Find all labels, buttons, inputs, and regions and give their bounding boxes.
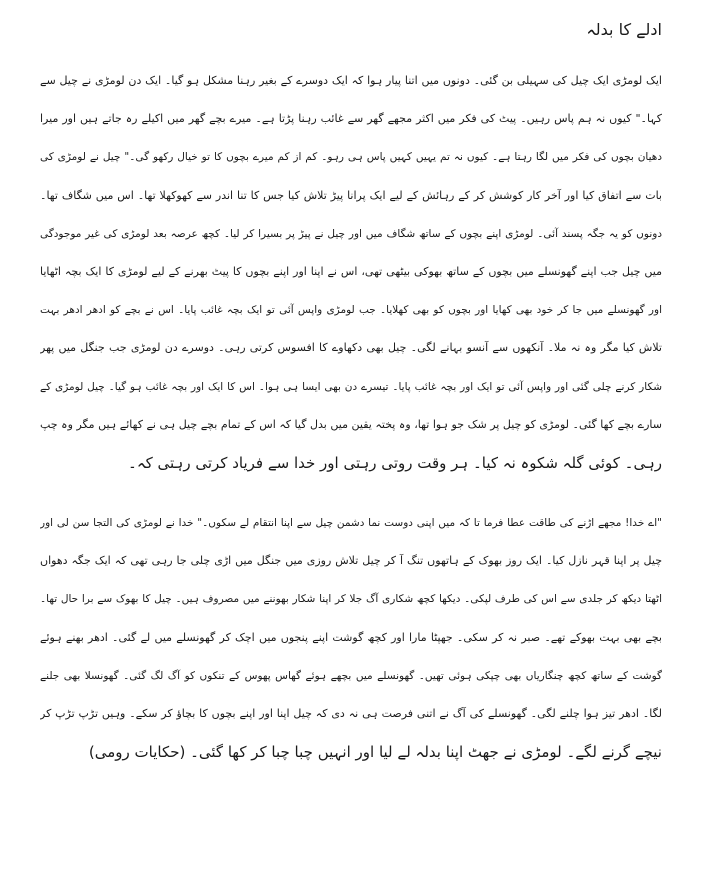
text-line: ایک لومڑی ایک چیل کی سہیلی بن گئی۔ دونوں میں اتنا پیار ہوا کہ ایک دوسرے کے بغیر رہنا مشکل ہو گیا۔ ایک دن لومڑی نے چیل سے bbox=[40, 74, 662, 87]
text-line: نیچے گرنے لگے۔ لومڑی نے جھٹ اپنا بدلہ لے لیا اور انہیں چبا چبا کر کھا گئی۔ (حکایات رومی) bbox=[88, 743, 662, 762]
text-line: دھیان بچوں کی فکر میں لگا رہتا ہے۔ کیوں نہ تم یہیں کہیں پاس ہی رہو۔ کم از کم میرے بچوں کا تو خیال رکھو گی۔" چیل نے لومڑی کی bbox=[40, 151, 662, 164]
text-line: سارے بچے کھا گئی۔ لومڑی کو چیل پر شک جو ہوا تھا، وہ پختہ یقین میں بدل گیا کہ اس کے تمام بچے چیل ہی نے کھائے ہیں مگر وہ چپ bbox=[40, 417, 662, 431]
text-line: شکار کرنے چلی گئی اور واپس آئی تو ایک اور بچہ غائب پایا۔ تیسرے دن بھی ایسا ہی ہوا۔ اس کا ایک اور بچہ غائب ہو گیا۔ چیل لومڑی کے bbox=[40, 380, 662, 393]
text-line: میں چیل جب اپنے گھونسلے میں بچوں کے ساتھ بھوکی بیٹھی تھی، اس نے اپنا اور اپنے بچوں کا پیٹ بھرنے کے لیے لومڑی کا ایک بچہ اٹھایا bbox=[40, 264, 662, 278]
text-line: لگا۔ ادھر تیز ہوا چلنے لگی۔ گھونسلے کی آگ نے اتنی فرصت ہی نہ دی کہ چیل اپنا اور اپنے بچوں کا بچاؤ کر سکے۔ وہیں تڑپ تڑپ کر bbox=[40, 707, 662, 720]
story-title: ادلے کا بدلہ bbox=[586, 20, 662, 39]
paragraph-1 bbox=[40, 62, 662, 482]
text-line: اٹھتا دیکھ کر جلدی سے اس کی طرف لپکی۔ دیکھا کچھ شکاری آگ جلا کر اپنا شکار بھوننے میں مصروف ہیں۔ چیل کا بھوک سے برا حال تھا۔ bbox=[40, 593, 662, 606]
text-line: گوشت کے ساتھ کچھ چنگاریاں بھی چپکی ہوئی تھیں۔ گھونسلے میں بچھے ہوئے گھاس پھوس کے تنکوں کو آگ لگ گئی۔ گھونسلا بھی جلنے bbox=[40, 669, 662, 682]
text-line: اور گھونسلے میں جا کر خود بھی کھایا اور بچوں کو بھی کھلایا۔ جب لومڑی واپس آئی تو ایک بچہ غائب پایا۔ اس نے بچے کو ادھر ادھر بہت bbox=[40, 304, 662, 317]
text-line: بات سے اتفاق کیا اور آخر کار کوشش کر کے رہائش کے لیے ایک پرانا پیڑ تلاش کیا جس کا تنا اندر سے کھوکھلا تھا۔ اس میں شگاف تھا۔ bbox=[40, 188, 662, 202]
text-line: دونوں کو یہ جگہ پسند آئی۔ لومڑی اپنے بچوں کے ساتھ شگاف میں اور چیل نے پیڑ پر بسیرا کر لیا۔ کچھ عرصہ بعد لومڑی کی غیر موجودگی bbox=[40, 227, 662, 240]
text-line: "اے خدا! مجھے اڑنے کی طاقت عطا فرما تا کہ میں اپنی دوست نما دشمن چیل سے اپنا انتقام لے سکوں۔" خدا نے لومڑی کی التجا سن لی اور bbox=[40, 517, 662, 530]
text-line: کہا۔" کیوں نہ ہم پاس رہیں۔ پیٹ کی فکر میں اکثر مجھے گھر سے غائب رہنا پڑتا ہے۔ میرے بچے گھر میں اکیلے رہ جاتے ہیں اور میرا bbox=[40, 112, 662, 126]
paragraph-2 bbox=[40, 504, 662, 771]
text-line: بچے بھی بہت بھوکے تھے۔ صبر نہ کر سکی۔ جھپٹا مارا اور کچھ گوشت اپنے پنجوں میں اچک کر گھونسلے میں لے گئی۔ ادھر بھنے ہوئے bbox=[40, 630, 662, 644]
text-line: رہی۔ کوئی گلہ شکوہ نہ کیا۔ ہر وقت روتی رہتی اور خدا سے فریاد کرتی رہتی کہ۔ bbox=[128, 453, 662, 472]
text-line: تلاش کیا مگر وہ نہ ملا۔ آنکھوں سے آنسو بہانے لگی۔ چیل بھی دکھاوے کا افسوس کرتی رہی۔ دوسرے دن لومڑی جب جنگل میں پھر bbox=[40, 341, 662, 355]
text-line: چیل پر اپنا قہر نازل کیا۔ ایک روز بھوک کے ہاتھوں تنگ آ کر چیل تلاش روزی میں جنگل میں اڑی چلی جا رہی تھی کہ ایک جگہ دھواں bbox=[40, 554, 662, 568]
